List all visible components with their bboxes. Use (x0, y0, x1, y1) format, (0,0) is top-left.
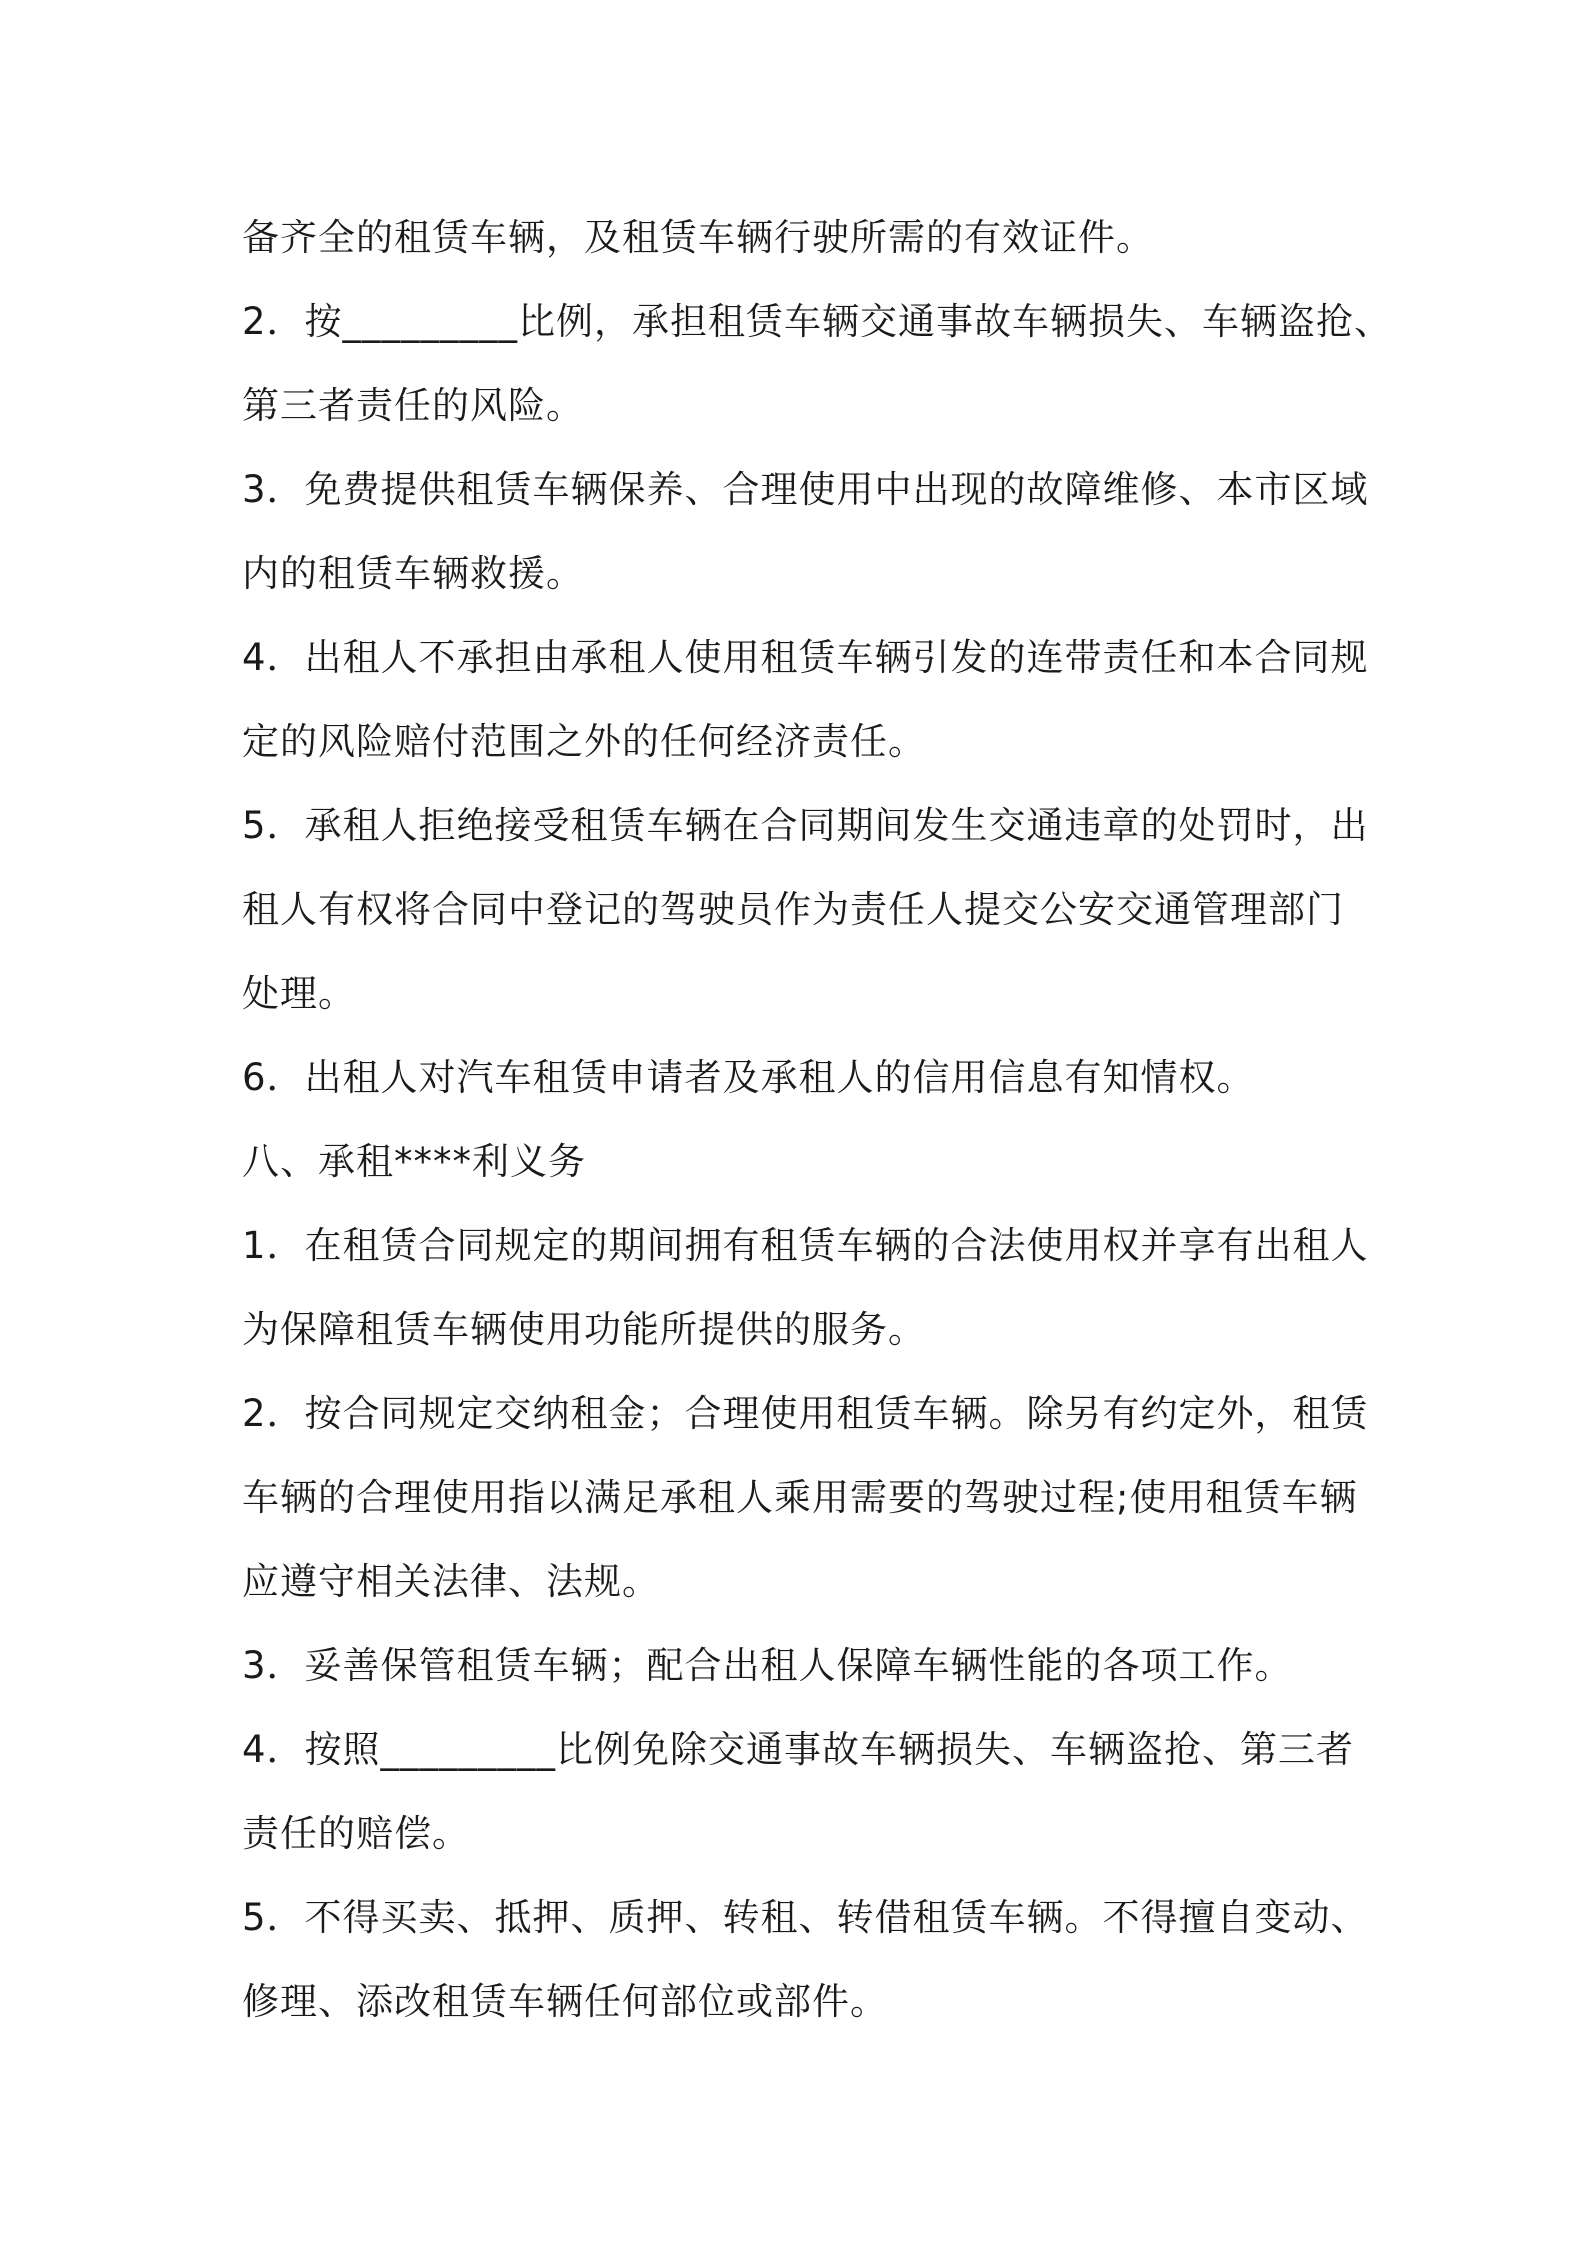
text-line: 应遵守相关法律、法规。 (242, 1560, 660, 1603)
text-line: 备齐全的租赁车辆，及租赁车辆行驶所需的有效证件。 (242, 216, 1154, 259)
text-line: 1．在租赁合同规定的期间拥有租赁车辆的合法使用权并享有出租人 (242, 1224, 1369, 1267)
text-line: 3．免费提供租赁车辆保养、合理使用中出现的故障维修、本市区域 (242, 468, 1369, 511)
text-line: 责任的赔偿。 (242, 1812, 470, 1855)
text-line: 6．出租人对汽车租赁申请者及承租人的信用信息有知情权。 (242, 1056, 1255, 1099)
text-line: 租人有权将合同中登记的驾驶员作为责任人提交公安交通管理部门 (242, 888, 1344, 931)
text-line: 5．承租人拒绝接受租赁车辆在合同期间发生交通违章的处罚时，出 (242, 804, 1369, 847)
text-line: 4．出租人不承担由承租人使用租赁车辆引发的连带责任和本合同规 (242, 636, 1369, 679)
text-line: 定的风险赔付范围之外的任何经济责任。 (242, 720, 926, 763)
text-line: 5．不得买卖、抵押、质押、转租、转借租赁车辆。不得擅自变动、 (242, 1896, 1369, 1939)
document-body (242, 196, 1392, 2044)
text-line: 为保障租赁车辆使用功能所提供的服务。 (242, 1308, 926, 1351)
text-line: 内的租赁车辆救援。 (242, 552, 584, 595)
text-line: 第三者责任的风险。 (242, 384, 584, 427)
text-line: 4．按照_________比例免除交通事故车辆损失、车辆盗抢、第三者 (242, 1728, 1355, 1771)
text-line: 车辆的合理使用指以满足承租人乘用需要的驾驶过程;使用租赁车辆 (242, 1476, 1358, 1519)
section-heading: 八、承租****利义务 (242, 1140, 586, 1183)
text-line: 2．按_________比例，承担租赁车辆交通事故车辆损失、车辆盗抢、 (242, 300, 1393, 343)
text-line: 3．妥善保管租赁车辆；配合出租人保障车辆性能的各项工作。 (242, 1644, 1293, 1687)
text-line: 处理。 (242, 972, 356, 1015)
text-line: 修理、添改租赁车辆任何部位或部件。 (242, 1980, 888, 2023)
text-line: 2．按合同规定交纳租金；合理使用租赁车辆。除另有约定外，租赁 (242, 1392, 1369, 1435)
